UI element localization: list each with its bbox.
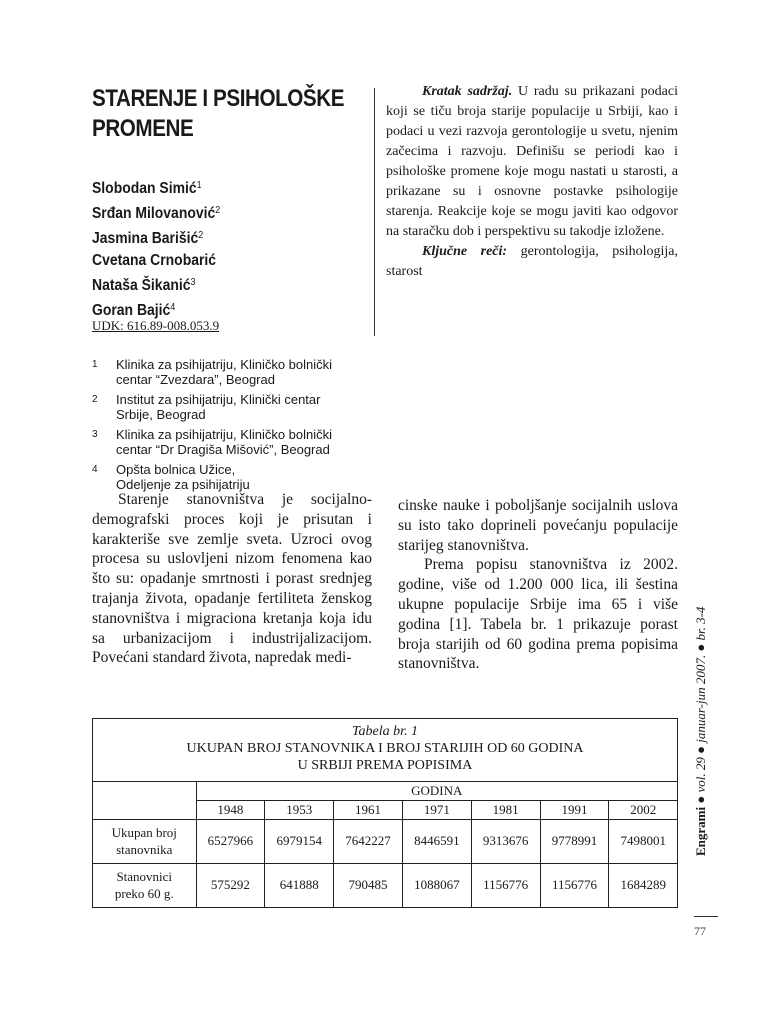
udk-code: UDK: 616.89-008.053.9 (92, 318, 220, 333)
author-name-text: Slobodan Simić (92, 180, 197, 197)
affiliation-list (92, 357, 372, 497)
year-header: 1961 (334, 800, 403, 819)
journal-volume: vol. 29 (693, 757, 708, 793)
body-paragraph: Starenje stanovništva je socijalno-demografski proces koji je prisutan i karakteriše sve zemlje sveta. Uzroci ovog procesa su uslovljeni nizom fenomena kao što su: opadanje smrtnosti i porast srednjeg trajanja života, opadanje fertiliteta ženskog stanovništva i migraciona kretanja koja idu sa urbanizacijom i industrijalizacijom. Povećani standard života, napredak medi- (92, 491, 372, 667)
year-header: 2002 (609, 800, 677, 819)
year-header: 1948 (196, 800, 265, 819)
table-cell: 1088067 (402, 863, 471, 907)
page-number: 77 (694, 924, 706, 938)
body-column-left (92, 490, 372, 668)
author-name-text: Srđan Milovanović (92, 205, 216, 222)
affiliation-text: Klinika za psihijatriju, Kliničko bolnički centar “Dr Dragiša Mišović”, Beograd (116, 427, 333, 457)
article-title (92, 84, 345, 144)
affiliation-marker: 2 (198, 230, 204, 241)
bullet-separator: ● (693, 792, 708, 807)
affiliation-marker: 3 (190, 277, 196, 288)
affiliation-number: 3 (92, 429, 98, 440)
row-label-line: Stanovnici (116, 869, 173, 884)
keywords-label: Ključne reči: (422, 244, 508, 259)
title-line-1: STARENJE I PSIHOLOŠKE (92, 85, 345, 112)
year-header: 1971 (402, 800, 471, 819)
table-cell: 1156776 (471, 863, 540, 907)
row-label (93, 863, 196, 907)
journal-issue: br. 3-4 (693, 606, 708, 641)
table-row (93, 863, 677, 907)
keywords-text: gerontologija, psihologija, starost (386, 244, 678, 279)
year-header: 1953 (265, 800, 334, 819)
author-name (92, 200, 220, 225)
author-name-text: Nataša Šikanić (92, 277, 191, 294)
affiliation-item (92, 462, 372, 492)
table-header (93, 719, 677, 782)
author-name-text: Cvetana Crnobarić (92, 252, 217, 269)
table-cell: 6979154 (265, 819, 334, 863)
table-cell: 7642227 (334, 819, 403, 863)
page-number-rule (694, 916, 718, 917)
affiliation-text: Opšta bolnica Užice, Odeljenje za psihijatriju (116, 462, 250, 492)
author-list (92, 175, 220, 322)
journal-name: Engrami (693, 806, 708, 856)
author-name (92, 272, 220, 297)
author-name (92, 250, 220, 272)
row-label-line: stanovnika (116, 842, 173, 857)
abstract-paragraph (386, 82, 678, 242)
abstract-label: Kratak sadržaj. (422, 84, 513, 99)
year-header: 1981 (471, 800, 540, 819)
table-cell: 8446591 (402, 819, 471, 863)
affiliation-number: 1 (92, 359, 98, 370)
abstract-text: U radu su prikazani podaci koji se tiču broja starije populacije u Srbiji, kao i podaci u vezi razvoja gerontologije u svetu, njenim začecima i razvoju. Definišu se periodi kao i psihološke promene koje mogu nastati u starosti, a prikazane su i osnovne postavke psihologije starenja. Reakcije koje se mogu javiti kao odgovor na staračku dob i perspektivu su takodje izložene. (386, 84, 678, 239)
table-cell: 575292 (196, 863, 265, 907)
affiliation-marker: 4 (170, 302, 176, 313)
affiliation-number: 2 (92, 394, 98, 405)
group-header: GODINA (196, 782, 677, 800)
table-cell: 7498001 (609, 819, 677, 863)
table-cell: 9778991 (540, 819, 609, 863)
bullet-separator: ● (693, 742, 708, 758)
row-label-line: Ukupan broj (111, 825, 177, 840)
affiliation-item (92, 392, 372, 422)
affiliation-marker: 2 (215, 205, 221, 216)
bullet-separator: ● (693, 640, 708, 655)
author-name (92, 175, 220, 200)
row-label-line: preko 60 g. (114, 886, 174, 901)
year-header: 1991 (540, 800, 609, 819)
journal-sidebar (693, 607, 709, 856)
table-caption: Tabela br. 1 (351, 724, 418, 739)
table-cell: 790485 (334, 863, 403, 907)
table-cell: 6527966 (196, 819, 265, 863)
body-paragraph: Prema popisu stanovništva iz 2002. godine, više od 1.200 000 lica, ili šestina ukupne populacije Srbije ima 65 i više godina [1]. Tabela br. 1 prikazuje porast broja starijih od 60 godina prema popisima stanovništva. (398, 556, 678, 673)
author-name-text: Goran Bajić (92, 302, 171, 319)
table-cell: 1156776 (540, 863, 609, 907)
body-column-right (398, 496, 678, 674)
table-title-line-2: U SRBIJI PREMA POPISIMA (297, 758, 473, 773)
table-cell: 1684289 (609, 863, 677, 907)
column-divider (374, 88, 375, 336)
table-corner (93, 782, 196, 819)
affiliation-item (92, 357, 372, 387)
abstract (386, 82, 678, 282)
table-cell: 9313676 (471, 819, 540, 863)
journal-dates: januar-jun 2007. (693, 654, 708, 743)
body-paragraph: cinske nauke i poboljšanje socijalnih uslova su isto tako doprineli povećanju populacije starijeg stanovništva. (398, 497, 678, 554)
table-title-line-1: UKUPAN BROJ STANOVNIKA I BROJ STARIJIH OD 60 GODINA (186, 741, 584, 756)
affiliation-text: Klinika za psihijatriju, Kliničko bolnički centar “Zvezdara”, Beograd (116, 357, 333, 387)
row-label (93, 819, 196, 863)
title-line-2: PROMENE (92, 115, 194, 142)
population-table (92, 718, 678, 908)
author-name-text: Jasmina Barišić (92, 230, 199, 247)
affiliation-number: 4 (92, 464, 98, 475)
data-table (93, 782, 677, 907)
affiliation-text: Institut za psihijatriju, Klinički centar Srbije, Beograd (116, 392, 321, 422)
affiliation-marker: 1 (196, 180, 202, 191)
table-cell: 641888 (265, 863, 334, 907)
affiliation-item (92, 427, 372, 457)
table-row (93, 819, 677, 863)
keywords-paragraph (386, 242, 678, 282)
author-name (92, 225, 220, 250)
